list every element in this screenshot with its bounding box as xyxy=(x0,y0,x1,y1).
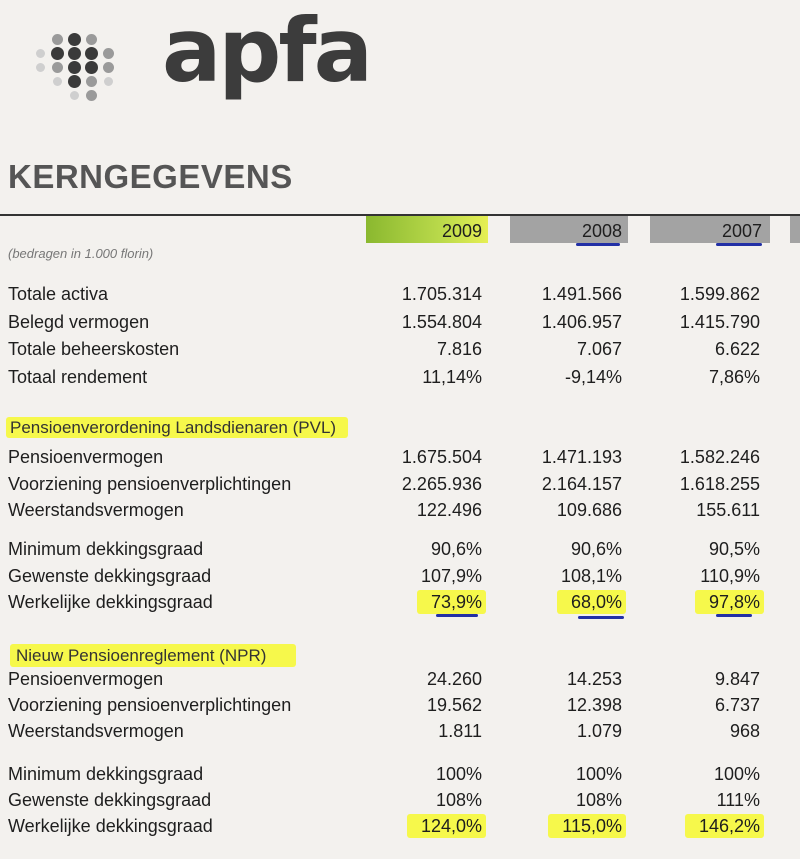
pen-underline-pvl-2009 xyxy=(436,614,478,617)
cell-2009: 1.811 xyxy=(438,721,482,741)
cell-2008: 108% xyxy=(575,790,622,810)
table-row xyxy=(0,814,800,838)
npr-title xyxy=(10,643,296,669)
table-row xyxy=(0,537,800,561)
logo-dot xyxy=(68,75,81,88)
cell-2008: 1.406.957 xyxy=(541,311,622,332)
logo-text: apfa xyxy=(162,0,371,102)
row-label: Werkelijke dekkingsgraad xyxy=(8,816,213,836)
year-band-extra xyxy=(790,216,800,243)
cell-2009: 1.554.804 xyxy=(401,311,482,332)
cell-2008: 109.686 xyxy=(556,500,622,520)
logo-dot xyxy=(86,90,97,101)
cell-2008: -9,14% xyxy=(564,366,622,387)
logo-dots-icon xyxy=(30,25,140,105)
cell-2008: 100% xyxy=(575,764,622,784)
cell-2008: 68,0% xyxy=(557,590,626,614)
page-title: KERNGEGEVENS xyxy=(8,158,293,195)
logo-dot xyxy=(86,76,97,87)
pen-underline-pvl-2008 xyxy=(578,616,624,619)
cell-2007: 1.582.246 xyxy=(679,447,760,467)
cell-2009: 73,9% xyxy=(417,590,486,614)
logo-dot xyxy=(103,62,114,73)
table-row xyxy=(0,762,800,786)
row-label: Voorziening pensioenverplichtingen xyxy=(8,473,292,494)
cell-2007: 9.847 xyxy=(714,669,760,689)
table-row xyxy=(0,693,800,717)
cell-2008: 1.079 xyxy=(576,721,622,741)
logo-dot xyxy=(86,34,97,45)
logo-dot xyxy=(70,91,79,100)
table-row xyxy=(0,498,800,522)
table-row xyxy=(0,590,800,614)
cell-2009: 107,9% xyxy=(420,565,482,586)
logo-dot xyxy=(85,61,98,74)
pen-underline-pvl-2007 xyxy=(716,614,752,617)
row-label: Totaal rendement xyxy=(8,366,148,387)
cell-2008: 2.164.157 xyxy=(541,473,622,494)
row-label: Gewenste dekkingsgraad xyxy=(8,790,212,810)
table-row xyxy=(0,788,800,812)
cell-2007: 6.737 xyxy=(714,695,760,715)
npr-title-text: Nieuw Pensioenreglement (NPR) xyxy=(10,644,296,667)
cell-2007: 111% xyxy=(716,790,760,810)
cell-2009: 19.562 xyxy=(426,695,482,715)
logo-dot xyxy=(68,33,81,46)
logo-dot xyxy=(68,61,81,74)
logo-dot xyxy=(52,34,63,45)
year-2007: 2007 xyxy=(721,221,762,241)
row-label: Weerstandsvermogen xyxy=(8,721,184,741)
cell-2008: 108,1% xyxy=(560,565,622,586)
cell-2009: 2.265.936 xyxy=(401,473,482,494)
logo-dot xyxy=(52,62,63,73)
row-label: Totale beheerskosten xyxy=(8,339,180,359)
cell-2008: 14.253 xyxy=(566,669,622,689)
cell-2007: 968 xyxy=(729,721,760,741)
cell-2008: 1.491.566 xyxy=(541,284,622,304)
row-label: Weerstandsvermogen xyxy=(8,500,184,520)
cell-2009: 24.260 xyxy=(426,669,482,689)
cell-2007: 1.599.862 xyxy=(679,284,760,304)
cell-2008: 115,0% xyxy=(548,814,626,838)
row-label: Pensioenvermogen xyxy=(8,447,164,467)
row-label: Pensioenvermogen xyxy=(8,669,164,689)
cell-2007: 1.415.790 xyxy=(679,311,760,332)
cell-2009: 100% xyxy=(435,764,482,784)
pen-underline-2007 xyxy=(716,243,762,246)
logo-dot xyxy=(103,48,114,59)
pvl-title-text: Pensioenverordening Landsdienaren (PVL) xyxy=(6,417,348,438)
table-row xyxy=(0,365,800,389)
logo-dot xyxy=(36,49,45,58)
table-row xyxy=(0,445,800,469)
cell-2009: 7.816 xyxy=(436,339,482,359)
row-label: Belegd vermogen xyxy=(8,311,150,332)
year-2009: 2009 xyxy=(441,221,482,241)
cell-2007: 90,5% xyxy=(708,539,760,559)
table-row xyxy=(0,667,800,691)
units-note: (bedragen in 1.000 florin) xyxy=(8,246,154,261)
pvl-title xyxy=(6,415,348,441)
cell-2009: 124,0% xyxy=(407,814,486,838)
cell-2008: 1.471.193 xyxy=(541,447,622,467)
cell-2007: 1.618.255 xyxy=(679,473,760,494)
logo-dot xyxy=(104,77,113,86)
cell-2007: 6.622 xyxy=(714,339,760,359)
table-row xyxy=(0,719,800,743)
table-row xyxy=(0,282,800,306)
cell-2007: 100% xyxy=(713,764,760,784)
cell-2008: 7.067 xyxy=(576,339,622,359)
row-label: Minimum dekkingsgraad xyxy=(8,764,204,784)
logo-dot xyxy=(53,77,62,86)
cell-2008: 90,6% xyxy=(570,539,622,559)
cell-2009: 1.705.314 xyxy=(401,284,482,304)
cell-2009: 90,6% xyxy=(430,539,482,559)
year-2008: 2008 xyxy=(581,221,622,241)
logo-dot xyxy=(36,63,45,72)
cell-2008: 12.398 xyxy=(566,695,622,715)
cell-2009: 122.496 xyxy=(416,500,482,520)
cell-2007: 97,8% xyxy=(695,590,764,614)
table-row xyxy=(0,472,800,496)
cell-2009: 11,14% xyxy=(422,366,482,387)
row-label: Totale activa xyxy=(8,284,109,304)
pen-underline-2008 xyxy=(576,243,620,246)
cell-2009: 1.675.504 xyxy=(401,447,482,467)
row-label: Voorziening pensioenverplichtingen xyxy=(8,695,292,715)
cell-2007: 110,9% xyxy=(700,565,760,586)
logo-dot xyxy=(68,47,81,60)
table-row xyxy=(0,337,800,361)
cell-2009: 108% xyxy=(435,790,482,810)
table-row xyxy=(0,564,800,588)
row-label: Gewenste dekkingsgraad xyxy=(8,565,212,586)
row-label: Werkelijke dekkingsgraad xyxy=(8,592,213,612)
logo-dot xyxy=(51,47,64,60)
cell-2007: 146,2% xyxy=(685,814,764,838)
cell-2007: 155.611 xyxy=(696,500,760,520)
cell-2007: 7,86% xyxy=(708,366,760,387)
table-row xyxy=(0,310,800,334)
row-label: Minimum dekkingsgraad xyxy=(8,539,204,559)
logo-dot xyxy=(85,47,98,60)
